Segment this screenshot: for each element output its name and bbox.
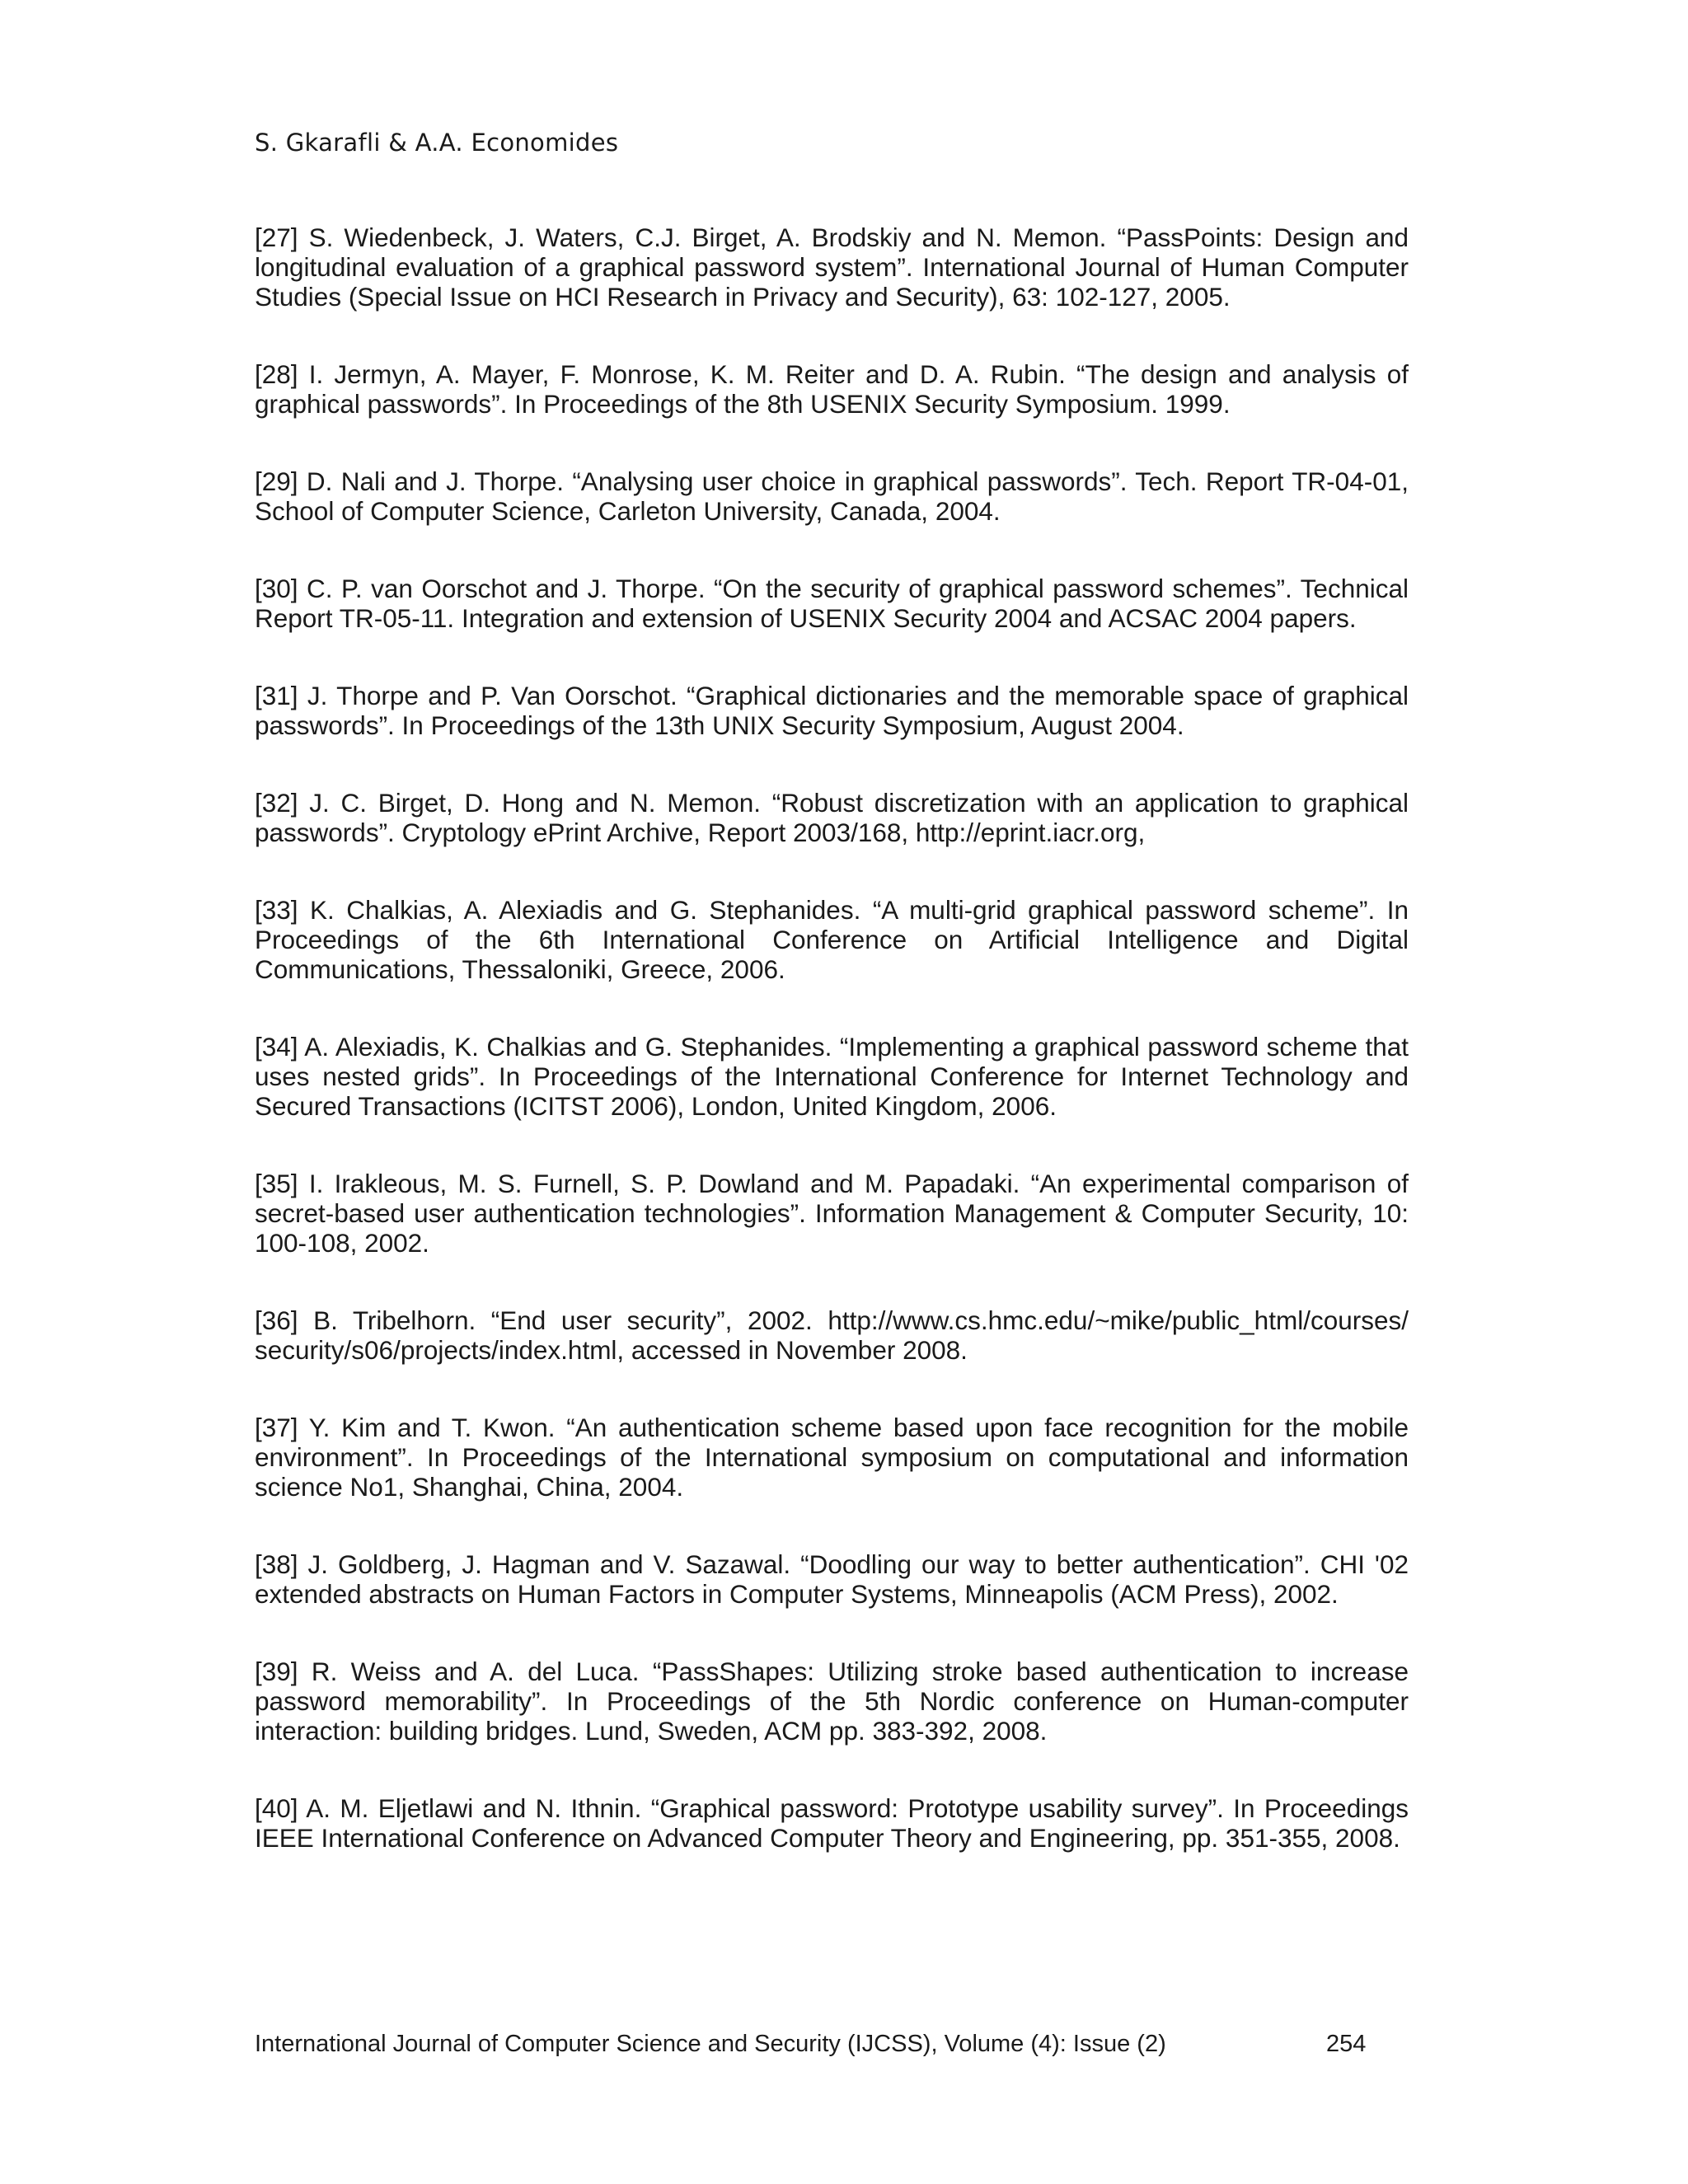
reference-list [255,223,1409,1900]
reference-32: [32] J. C. Birget, D. Hong and N. Memon. “Robust discretization with an application to graphical passwords”. Cryptology ePrint Archive, Report 2003/168, http://eprint.iacr.org, [255,788,1409,847]
reference-28: [28] I. Jermyn, A. Mayer, F. Monrose, K. M. Reiter and D. A. Rubin. “The design and analysis of graphical passwords”. In Proceedings of the 8th USENIX Security Symposium. 1999. [255,359,1409,419]
reference-34: [34] A. Alexiadis, K. Chalkias and G. Stephanides. “Implementing a graphical password scheme that uses nested grids”. In Proceedings of the International Conference for Internet Technology and Secured Transactions (ICITST 2006), London, United Kingdom, 2006. [255,1032,1409,1121]
reference-40: [40] A. M. Eljetlawi and N. Ithnin. “Graphical password: Prototype usability survey”. In Proceedings IEEE International Conference on Advanced Computer Theory and Engineering, pp. 351-355, 2008. [255,1793,1409,1853]
reference-29: [29] D. Nali and J. Thorpe. “Analysing user choice in graphical passwords”. Tech. Report TR-04-01, School of Computer Science, Carleton University, Canada, 2004. [255,466,1409,526]
reference-31: [31] J. Thorpe and P. Van Oorschot. “Graphical dictionaries and the memorable space of graphical passwords”. In Proceedings of the 13th UNIX Security Symposium, August 2004. [255,681,1409,740]
reference-38: [38] J. Goldberg, J. Hagman and V. Sazawal. “Doodling our way to better authentication”. CHI '02 extended abstracts on Human Factors in Computer Systems, Minneapolis (ACM Press), 2002. [255,1549,1409,1609]
reference-37: [37] Y. Kim and T. Kwon. “An authentication scheme based upon face recognition for the mobile environment”. In Proceedings of the International symposium on computational and information science No1, Shanghai, China, 2004. [255,1413,1409,1502]
reference-27: [27] S. Wiedenbeck, J. Waters, C.J. Birget, A. Brodskiy and N. Memon. “PassPoints: Design and longitudinal evaluation of a graphical password system”. International Journal of Human Computer Studies (Special Issue on HCI Research in Privacy and Security), 63: 102-127, 2005. [255,223,1409,312]
reference-30: [30] C. P. van Oorschot and J. Thorpe. “On the security of graphical password schemes”. Technical Report TR-05-11. Integration and extension of USENIX Security 2004 and ACSAC 2004 papers. [255,574,1409,633]
reference-36: [36] B. Tribelhorn. “End user security”, 2002. http://www.cs.hmc.edu/~mike/public_html/courses/ security/s06/projects/index.html, accessed in November 2008. [255,1305,1409,1365]
reference-35: [35] I. Irakleous, M. S. Furnell, S. P. Dowland and M. Papadaki. “An experimental comparison of secret-based user authentication technologies”. Information Management & Computer Security, 10: 100-108, 2002. [255,1169,1409,1258]
running-header: S. Gkarafli & A.A. Economides [255,129,619,157]
reference-39: [39] R. Weiss and A. del Luca. “PassShapes: Utilizing stroke based authentication to increase password memorability”. In Proceedings of the 5th Nordic conference on Human-computer interaction: building bridges. Lund, Sweden, ACM pp. 383-392, 2008. [255,1657,1409,1746]
footer-journal-title: International Journal of Computer Science and Security (IJCSS), Volume (4): Issue (2) [255,2031,1166,2057]
reference-33: [33] K. Chalkias, A. Alexiadis and G. Stephanides. “A multi-grid graphical password scheme”. In Proceedings of the 6th International Conference on Artificial Intelligence and Digital Communications, Thessaloniki, Greece, 2006. [255,895,1409,984]
page-number: 254 [1326,2031,1367,2057]
